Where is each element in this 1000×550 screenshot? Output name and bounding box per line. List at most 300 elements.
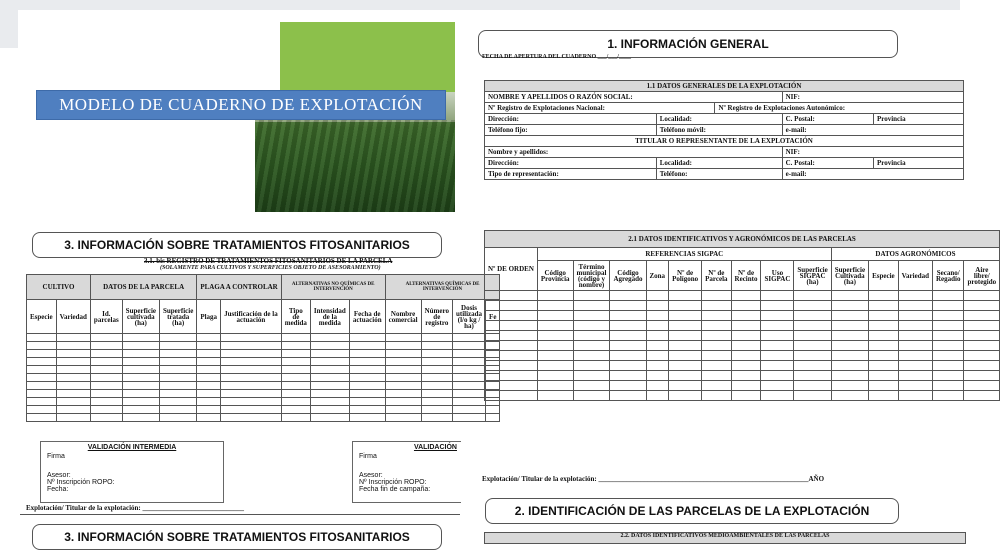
blank-cell [831,371,868,381]
blank-cell [485,391,538,401]
blank-cell [794,361,831,371]
blank-cell [646,391,669,401]
blank-cell [964,291,1000,301]
blank-cell [281,350,310,358]
blank-cell [932,391,964,401]
blank-cell [610,381,646,391]
blank-cell [669,391,702,401]
tratamientos-blank-row [27,406,500,414]
firma-label-2: Firma [359,453,377,460]
blank-cell [421,334,452,342]
ropo-label-2: Nº Inscripción ROPO: [359,479,427,486]
blank-cell [731,301,761,311]
blank-cell [452,350,485,358]
blank-cell [869,291,899,301]
tratamientos-col-header: Nombre comercial [385,300,421,334]
blank-cell [27,414,57,422]
blank-cell [898,301,932,311]
blank-cell [421,390,452,398]
blank-cell [573,301,610,311]
blank-cell [197,358,221,366]
fecha-fin-label: Fecha fin de campaña: [359,486,431,493]
blank-cell [122,342,159,350]
blank-cell [731,331,761,341]
blank-cell [669,311,702,321]
label-provincia: Provincia [873,114,963,125]
blank-cell [197,390,221,398]
blank-cell [610,331,646,341]
blank-cell [56,390,90,398]
blank-cell [610,301,646,311]
blank-cell [385,398,421,406]
blank-cell [421,350,452,358]
parcelas-blank-row [485,381,1000,391]
label-tipo-rep: Tipo de representación: [485,169,657,180]
blank-cell [646,311,669,321]
blank-cell [702,381,731,391]
parcelas-col-header: Variedad [898,261,932,291]
blank-cell [221,350,282,358]
parcelas-table [484,230,1000,401]
blank-cell [932,311,964,321]
blank-cell [932,361,964,371]
group-quimicas: ALTERNATIVAS QUÍMICAS DE INTERVENCIÓN [385,275,500,300]
blank-cell [122,390,159,398]
parcelas-col-header: Nº de Recinto [731,261,761,291]
blank-cell [122,350,159,358]
blank-cell [898,371,932,381]
blank-cell [421,366,452,374]
blank-cell [537,311,573,321]
blank-cell [56,366,90,374]
blank-cell [669,351,702,361]
blank-cell [485,341,538,351]
blank-cell [27,358,57,366]
parcelas-blank-row [485,391,1000,401]
blank-cell [281,406,310,414]
tratamientos-col-header: Tipo de medida [281,300,310,334]
parcelas-col-header: Código Agregado [610,261,646,291]
blank-cell [794,321,831,331]
blank-cell [349,406,385,414]
blank-cell [898,331,932,341]
tratamientos-col-header: Especie [27,300,57,334]
parcelas-col-header: Superficie Cultivada (ha) [831,261,868,291]
blank-cell [794,311,831,321]
blank-cell [869,301,899,311]
blank-cell [646,341,669,351]
blank-cell [385,382,421,390]
blank-cell [964,341,1000,351]
blank-cell [349,334,385,342]
blank-cell [761,341,794,351]
blank-cell [310,414,349,422]
blank-cell [421,358,452,366]
parcelas-blank-row [485,371,1000,381]
blank-cell [898,341,932,351]
blank-cell [421,374,452,382]
blank-cell [160,390,197,398]
blank-cell [669,341,702,351]
blank-cell [485,381,538,391]
blank-cell [831,321,868,331]
parcelas-blank-row [485,321,1000,331]
blank-cell [831,351,868,361]
ref-sigpac-header: REFERENCIAS SIGPAC [537,248,831,261]
group-parcela: DATOS DE LA PARCELA [90,275,196,300]
blank-cell [761,361,794,371]
label-telefono: Teléfono: [656,169,782,180]
blank-cell [761,301,794,311]
blank-cell [160,382,197,390]
blank-cell [122,334,159,342]
parcelas-col-header: Zona [646,261,669,291]
blank-cell [964,321,1000,331]
blank-cell [869,341,899,351]
label-telefono-movil: Teléfono móvil: [656,125,782,136]
blank-cell [452,414,485,422]
blank-cell [160,414,197,422]
blank-cell [669,291,702,301]
tratamientos-titular-line: Explotación/ Titular de la explotación: _____________________________ [26,504,244,512]
blank-cell [702,321,731,331]
parcelas-blank-row [485,291,1000,301]
blank-cell [27,374,57,382]
blank-cell [27,334,57,342]
blank-cell [221,342,282,350]
blank-cell [56,398,90,406]
blank-cell [869,321,899,331]
parcelas-blank-row [485,361,1000,371]
label-email: e-mail: [782,125,963,136]
tratamientos-col-header: Fecha de actuación [349,300,385,334]
blank-cell [761,321,794,331]
blank-cell [56,382,90,390]
blank-cell [385,390,421,398]
blank-cell [281,398,310,406]
blank-cell [573,311,610,321]
blank-cell [197,398,221,406]
blank-cell [869,361,899,371]
blank-cell [869,311,899,321]
blank-cell [421,382,452,390]
blank-cell [731,361,761,371]
blank-cell [221,390,282,398]
parcelas-blank-row [485,331,1000,341]
blank-cell [310,398,349,406]
top-strip [0,0,960,10]
blank-cell [573,291,610,301]
blank-cell [310,350,349,358]
group-no-quimicas: ALTERNATIVAS NO QUÍMICAS DE INTERVENCIÓN [281,275,385,300]
label-telefono-fijo: Teléfono fijo: [485,125,657,136]
blank-cell [964,301,1000,311]
blank-cell [898,381,932,391]
norden-header: Nº DE ORDEN [485,248,538,291]
tratamientos-subtitle-note: (SOLAMENTE PARA CULTIVOS Y SUPERFICIES OBJETO DE ASESORAMIENTO) [160,265,381,271]
blank-cell [964,361,1000,371]
blank-cell [573,371,610,381]
blank-cell [452,390,485,398]
label-localidad2: Localidad: [656,158,782,169]
blank-cell [90,358,122,366]
parcelas-blank-row [485,301,1000,311]
blank-cell [122,358,159,366]
blank-cell [573,361,610,371]
blank-cell [421,398,452,406]
blank-cell [197,406,221,414]
blank-cell [281,366,310,374]
blank-cell [197,414,221,422]
blank-cell [122,414,159,422]
blank-cell [385,366,421,374]
blank-cell [646,351,669,361]
blank-cell [646,291,669,301]
blank-cell [761,391,794,401]
blank-cell [761,291,794,301]
blank-cell [197,334,221,342]
parcelas-titular-line: Explotación/ Titular de la explotación: ____________________________________________________________AÑO [482,475,825,483]
blank-cell [831,381,868,391]
blank-cell [90,334,122,342]
blank-cell [385,350,421,358]
blank-cell [197,374,221,382]
group-cultivo: CULTIVO [27,275,91,300]
label-nif2: NIF: [782,147,963,158]
blank-cell [573,331,610,341]
blank-cell [731,371,761,381]
blank-cell [122,398,159,406]
blank-cell [349,374,385,382]
blank-cell [27,350,57,358]
blank-cell [731,291,761,301]
parcelas-col-header: Nº de Parcela [702,261,731,291]
blank-cell [932,341,964,351]
blank-cell [761,381,794,391]
blank-cell [221,382,282,390]
label-localidad: Localidad: [656,114,782,125]
blank-cell [573,321,610,331]
blank-cell [122,406,159,414]
label-email2: e-mail: [782,169,963,180]
blank-cell [281,374,310,382]
label-nif: NIF: [782,92,963,103]
blank-cell [610,351,646,361]
blank-cell [310,358,349,366]
blank-cell [90,414,122,422]
label-cpostal2: C. Postal: [782,158,873,169]
label-nombre-apellidos: Nombre y apellidos: [485,147,783,158]
blank-cell [485,331,538,341]
blank-cell [221,374,282,382]
blank-cell [349,382,385,390]
blank-cell [452,398,485,406]
blank-cell [349,350,385,358]
blank-cell [56,342,90,350]
blank-cell [452,366,485,374]
blank-cell [485,371,538,381]
blank-cell [537,391,573,401]
label-reg-autonomico: Nº Registro de Explotaciones Autonómico: [715,103,964,114]
blank-cell [831,361,868,371]
blank-cell [537,331,573,341]
blank-cell [349,414,385,422]
blank-cell [669,321,702,331]
label-nombre: NOMBRE Y APELLIDOS O RAZÓN SOCIAL: [485,92,783,103]
blank-cell [761,351,794,361]
blank-cell [452,382,485,390]
tratamientos-col-header: Número de registro [421,300,452,334]
blank-cell [27,342,57,350]
blank-cell [122,374,159,382]
blank-cell [160,366,197,374]
label-direccion: Dirección: [485,114,657,125]
tratamientos-blank-row [27,342,500,350]
blank-cell [932,371,964,381]
blank-cell [932,331,964,341]
blank-cell [869,331,899,341]
blank-cell [964,371,1000,381]
blank-cell [794,341,831,351]
blank-cell [486,406,500,414]
parcelas-col-header: Secano/ Regadío [932,261,964,291]
tratamientos-subtitle: 3.1. bis REGISTRO DE TRATAMIENTOS FITOSANITARIOS DE LA PARCELA [144,257,393,265]
parcelas-col-header: Superficie SIGPAC (ha) [794,261,831,291]
blank-cell [160,398,197,406]
blank-cell [646,321,669,331]
blank-cell [610,321,646,331]
blank-cell [27,398,57,406]
blank-cell [831,341,868,351]
tratamientos-col-header: Superficie cultivada (ha) [122,300,159,334]
blank-cell [537,381,573,391]
cover-title: MODELO DE CUADERNO DE EXPLOTACIÓN [36,90,446,120]
blank-cell [221,334,282,342]
label-reg-nacional: Nº Registro de Explotaciones Nacional: [485,103,715,114]
parcelas-section-title: 2.1 DATOS IDENTIFICATIVOS Y AGRONÓMICOS DE LAS PARCELAS [485,231,1000,248]
blank-cell [485,321,538,331]
blank-cell [160,342,197,350]
blank-cell [831,311,868,321]
blank-cell [27,382,57,390]
blank-cell [310,374,349,382]
blank-cell [160,350,197,358]
tratamientos-blank-row [27,350,500,358]
blank-cell [221,366,282,374]
blank-cell [160,334,197,342]
blank-cell [56,350,90,358]
blank-cell [537,351,573,361]
tratamientos-blank-row [27,414,500,422]
blank-cell [281,342,310,350]
parcelas-col-header: Uso SIGPAC [761,261,794,291]
blank-cell [831,301,868,311]
blank-cell [731,311,761,321]
parcelas-col-header: Nº de Polígono [669,261,702,291]
blank-cell [669,301,702,311]
blank-cell [160,374,197,382]
blank-cell [160,358,197,366]
blank-cell [646,301,669,311]
blank-cell [537,341,573,351]
blank-cell [485,361,538,371]
blank-cell [646,361,669,371]
blank-cell [702,391,731,401]
tratamientos-blank-row [27,398,500,406]
blank-cell [221,358,282,366]
blank-cell [385,342,421,350]
blank-cell [794,331,831,341]
blank-cell [702,371,731,381]
blank-cell [349,390,385,398]
titular-title: TITULAR O REPRESENTANTE DE LA EXPLOTACIÓN [485,136,964,147]
tratamientos-col-header: Superficie tratada (ha) [160,300,197,334]
parcelas-heading: 2. IDENTIFICACIÓN DE LAS PARCELAS DE LA EXPLOTACIÓN [485,498,899,524]
parcelas-blank-row [485,341,1000,351]
blank-cell [90,382,122,390]
green-accent-bar [280,22,455,92]
blank-cell [452,342,485,350]
blank-cell [794,391,831,401]
blank-cell [761,371,794,381]
blank-cell [831,391,868,401]
blank-cell [385,358,421,366]
blank-cell [646,331,669,341]
blank-cell [56,358,90,366]
blank-cell [702,311,731,321]
blank-cell [702,351,731,361]
blank-cell [964,351,1000,361]
parcelas-col-header: Aire libre/ protegido [964,261,1000,291]
blank-cell [485,351,538,361]
blank-cell [90,366,122,374]
blank-cell [794,351,831,361]
blank-cell [898,321,932,331]
tratamientos-col-header: Dosis utilizada (l/o kg / ha) [452,300,485,334]
parcelas-blank-row [485,351,1000,361]
blank-cell [898,291,932,301]
blank-cell [794,381,831,391]
blank-cell [669,381,702,391]
blank-cell [932,351,964,361]
label-cpostal: C. Postal: [782,114,873,125]
tratamientos-blank-row [27,334,500,342]
firma-label: Firma [47,453,65,460]
blank-cell [869,371,899,381]
blank-cell [537,361,573,371]
blank-cell [385,374,421,382]
tratamientos-blank-row [27,382,500,390]
blank-cell [573,341,610,351]
blank-cell [731,351,761,361]
blank-cell [702,291,731,301]
group-plaga: PLAGA A CONTROLAR [197,275,281,300]
blank-cell [898,391,932,401]
blank-cell [310,366,349,374]
parcelas-blank-row [485,311,1000,321]
blank-cell [964,311,1000,321]
tratamientos-blank-row [27,366,500,374]
sheet-divider [20,514,460,515]
blank-cell [573,391,610,401]
blank-cell [731,391,761,401]
blank-cell [90,350,122,358]
blank-cell [537,301,573,311]
blank-cell [281,414,310,422]
blank-cell [794,371,831,381]
blank-cell [56,406,90,414]
blank-cell [90,406,122,414]
